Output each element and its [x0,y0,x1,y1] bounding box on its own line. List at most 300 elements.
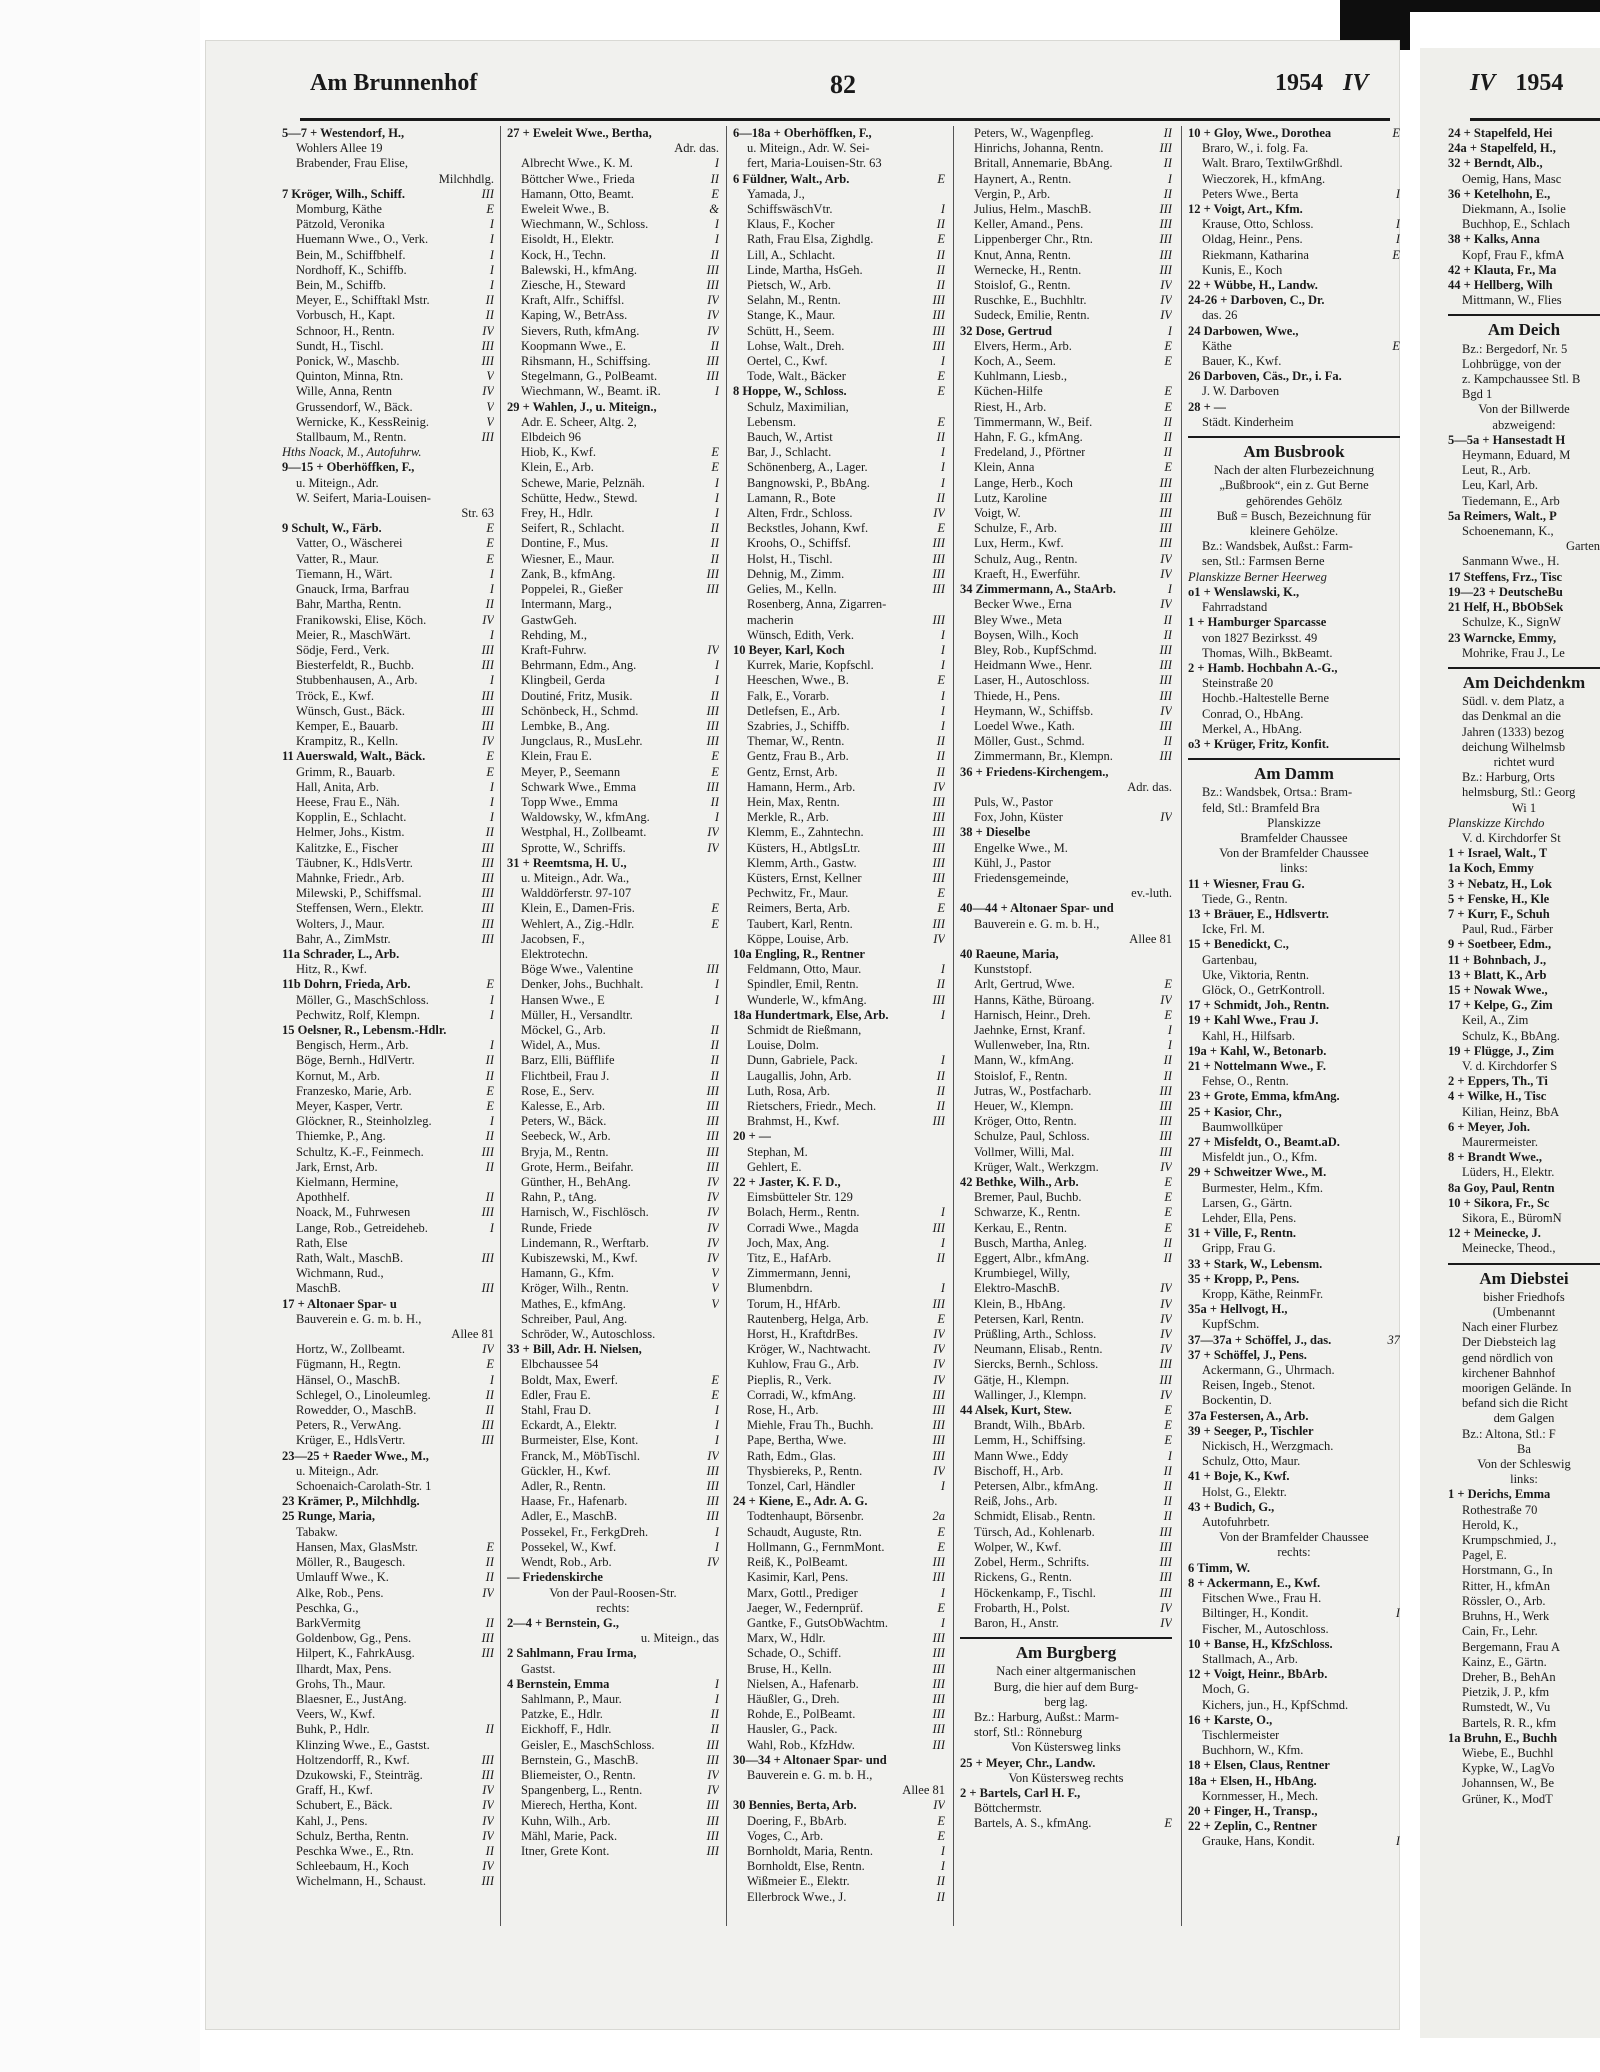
entry-text: Larsen, G., Gärtn. [1202,1195,1293,1210]
entry-text: Leut, R., Arb. [1462,463,1531,478]
entry-text: Pätzold, Veronika [296,217,385,232]
entry-text: Buß = Busch, Bezeichnung für [1216,508,1372,523]
floor-marker: E [937,369,945,384]
floor-marker: I [714,384,719,399]
entry-text: Heymann, W., Schiffsb. [974,703,1094,718]
directory-entry [960,1342,1172,1357]
directory-entry [507,491,719,506]
directory-entry [507,1327,719,1342]
directory-entry [507,977,719,992]
entry-text: Tröck, E., Kwf. [296,688,375,703]
entry-text: Feldmann, Otto, Maur. [747,962,862,977]
entry-text: Von der Schleswig [1477,1457,1571,1472]
entry-text: Nielsen, A., Hafenarb. [747,1676,859,1691]
entry-text: Kahl, J., Pens. [296,1813,368,1828]
directory-entry [960,1114,1172,1129]
entry-text: Franzesko, Marie, Arb. [296,1083,412,1098]
floor-marker: III [932,1418,945,1433]
entry-text: 30—34 + Altonaer Spar- und [733,1752,887,1767]
directory-entry [1448,892,1600,907]
floor-marker: III [932,536,945,551]
floor-marker: I [714,1403,719,1418]
floor-marker: E [937,414,945,429]
floor-marker: III [1159,642,1172,657]
directory-entry [1188,1485,1400,1500]
entry-text: Adr. E. Scheer, Altg. 2, [521,414,637,429]
directory-entry [733,1570,945,1585]
directory-entry [733,1555,945,1570]
directory-entry [960,1084,1172,1099]
floor-marker: II [936,977,945,992]
entry-text: Böttchermstr. [974,1801,1042,1816]
floor-marker: I [489,1114,494,1129]
entry-text: Burg, die hier auf dem Burg- [993,1679,1139,1694]
entry-text: Bartels, A. S., kfmAng. [974,1816,1092,1831]
entry-text: 10 + Sikora, Fr., Sc [1448,1195,1550,1210]
directory-entry [282,856,494,871]
directory-entry [1448,1792,1600,1807]
floor-marker: II [485,597,494,612]
floor-marker: IV [1160,1387,1172,1402]
entry-text: Ilhardt, Max, Pens. [296,1661,392,1676]
entry-text: Keller, Amand., Pens. [974,217,1084,232]
entry-text: Wiechmann, W., Beamt. iR. [521,384,661,399]
entry-text: 6 Füldner, Walt., Arb. [733,171,850,186]
directory-entry [733,917,945,932]
floor-marker: I [1395,1606,1400,1621]
entry-text: Laugallis, John, Arb. [747,1068,852,1083]
entry-text: Adler, R., Rentn. [521,1479,606,1494]
directory-entry [1188,1834,1400,1849]
directory-entry [507,825,719,840]
entry-text: Gätje, H., Klempn. [974,1372,1070,1387]
directory-entry [1448,1624,1600,1639]
entry-text: Misfeldt jun., O., Kfm. [1202,1150,1318,1165]
directory-entry [733,1738,945,1753]
floor-marker: V [711,1266,719,1281]
entry-text: Käthe [1202,338,1232,353]
directory-entry [1188,1515,1400,1530]
entry-text: fert, Maria-Louisen-Str. 63 [747,156,882,171]
directory-entry [1448,861,1600,876]
entry-text: Stahl, Frau D. [521,1403,592,1418]
directory-entry [960,704,1172,719]
directory-entry [507,947,719,962]
entry-text: Torum, H., HfArb. [747,1296,841,1311]
directory-entry [282,1449,494,1464]
directory-entry [507,993,719,1008]
entry-text: Wendt, Rob., Arb. [521,1555,612,1570]
entry-text: Allee 81 [902,1783,945,1798]
entry-text: 5—5a + Hansestadt H [1448,432,1566,447]
entry-text: Kuhlow, Frau G., Arb. [747,1357,860,1372]
directory-entry [1448,1181,1600,1196]
directory-entry [960,1190,1172,1205]
directory-entry [1448,725,1600,740]
floor-marker: E [937,1311,945,1326]
directory-entry [960,856,1172,871]
column-divider [1181,126,1182,1926]
directory-entry [1188,1226,1400,1241]
directory-entry [282,643,494,658]
floor-marker: IV [707,323,719,338]
floor-marker: I [940,642,945,657]
floor-marker: III [1159,1083,1172,1098]
entry-text: 2 + Hamb. Hochbahn A.-G., [1188,660,1338,675]
entry-text: Von Küstersweg rechts [1008,1770,1124,1785]
entry-text: Westphal, H., Zollbeamt. [521,825,647,840]
entry-text: Merkle, R., Arb. [747,810,829,825]
floor-marker: II [485,825,494,840]
directory-entry [733,445,945,460]
directory-entry [733,1601,945,1616]
directory-entry [282,1677,494,1692]
entry-text: Detlefsen, E., Arb. [747,703,841,718]
floor-marker: III [932,870,945,885]
floor-marker: I [714,475,719,490]
floor-marker: E [711,445,719,460]
directory-entry [960,445,1172,460]
directory-entry [1188,1758,1400,1773]
directory-entry [1448,463,1600,478]
directory-entry [1188,415,1400,430]
entry-text: Spindler, Emil, Rentn. [747,977,859,992]
entry-text: 24 + Kiene, E., Adr. A. G. [733,1494,868,1509]
entry-text: 21 Helf, H., BbObSek [1448,600,1564,615]
entry-text: Möller, R., Baugesch. [296,1555,406,1570]
directory-entry [1188,1728,1400,1743]
directory-entry [960,293,1172,308]
directory-entry [733,1038,945,1053]
entry-text: Fischer, M., Autoschloss. [1202,1621,1329,1636]
directory-entry [1448,615,1600,630]
directory-entry [733,719,945,734]
entry-text: Schütte, Hedw., Stewd. [521,490,638,505]
directory-entry [507,1844,719,1859]
directory-entry [1188,539,1400,554]
directory-entry [282,339,494,354]
entry-text: Burmester, Helm., Kfm. [1202,1180,1324,1195]
directory-entry [733,1677,945,1692]
entry-text: Thysbiereks, P., Rentn. [747,1463,863,1478]
entry-text: GastwGeh. [521,612,577,627]
floor-marker: III [1159,262,1172,277]
directory-entry [1448,816,1600,831]
directory-entry [507,871,719,886]
directory-entry [282,1099,494,1114]
directory-entry [507,354,719,369]
entry-text: Nach einer altgermanischen [996,1664,1136,1679]
floor-marker: I [1395,217,1400,232]
directory-entry [960,1740,1172,1755]
entry-text: Kainz, E., Gärtn. [1462,1654,1547,1669]
directory-entry [1448,1761,1600,1776]
entry-text: Lippenberger Chr., Rtn. [974,232,1093,247]
directory-entry [1188,478,1400,493]
directory-entry [1448,1746,1600,1761]
directory-entry [507,369,719,384]
entry-text: Hein, Max, Rentn. [747,794,840,809]
entry-text: Edler, Frau E. [521,1387,591,1402]
entry-text: Wichmann, Rud., [296,1266,384,1281]
directory-entry [1448,1165,1600,1180]
floor-marker: I [489,232,494,247]
entry-text: Zobel, Herm., Schrifts. [974,1555,1090,1570]
directory-entry [1188,308,1400,323]
street-heading: Am Deich [1448,314,1600,337]
entry-text: Kerkau, E., Rentn. [974,1220,1068,1235]
directory-entry [960,719,1172,734]
entry-text: Diekmann, A., Isolie [1462,202,1566,217]
directory-entry [1448,570,1600,585]
entry-text: Wernecke, H., Rentn. [974,262,1082,277]
directory-entry [733,1236,945,1251]
entry-text: Bartels, R. R., kfm [1462,1715,1557,1730]
floor-marker: II [710,794,719,809]
entry-text: 30 Bennies, Berta, Arb. [733,1798,857,1813]
directory-entry [733,1783,945,1798]
entry-text: Sudeck, Emilie, Rentn. [974,308,1090,323]
directory-entry [1448,1105,1600,1120]
entry-text: Stoislof, F., Rentn. [974,1068,1068,1083]
directory-entry [282,658,494,673]
entry-text: 9—15 + Oberhöffken, F., [282,460,415,475]
entry-text: V. d. Kirchdorfer S [1462,1058,1558,1073]
directory-entry [733,841,945,856]
entry-text: 8a Goy, Paul, Rentn [1448,1180,1555,1195]
directory-entry [1448,1472,1600,1487]
directory-entry [1188,661,1400,676]
entry-text: Lutz, Karoline [974,490,1047,505]
entry-text: 15 + Nowak Wwe., [1448,982,1548,997]
entry-text: Reisen, Ingeb., Stenot. [1202,1378,1316,1393]
floor-marker: II [1163,1494,1172,1509]
entry-text: 35 + Kropp, P., Pens. [1188,1271,1300,1286]
directory-entry [1448,831,1600,846]
entry-text: 37a Festersen, A., Arb. [1188,1408,1309,1423]
entry-text: 42 Bethke, Wilh., Arb. [960,1175,1079,1190]
entry-text: Britall, Annemarie, BbAng. [974,156,1113,171]
floor-marker: IV [482,1585,494,1600]
directory-entry [282,1555,494,1570]
floor-marker: III [1159,232,1172,247]
floor-marker: E [711,916,719,931]
directory-entry [507,1814,719,1829]
header-rule [300,118,1390,121]
floor-marker: E [1392,247,1400,262]
entry-text: Klemm, Arth., Gastw. [747,855,857,870]
entry-text: kirchener Bahnhof [1462,1365,1556,1380]
entry-text: Klein, B., HbAng. [974,1296,1066,1311]
floor-marker: E [937,886,945,901]
directory-entry [733,1327,945,1342]
entry-text: 38 + Dieselbe [960,825,1031,840]
floor-marker: IV [1160,1281,1172,1296]
directory-entry [1448,1059,1600,1074]
entry-text: Kunis, E., Koch [1202,262,1283,277]
directory-entry [1188,1606,1400,1621]
entry-text: Kahl, H., Hilfsarb. [1202,1028,1296,1043]
floor-marker: I [714,156,719,171]
directory-entry [1188,907,1400,922]
entry-text: Keil, A., Zim [1462,1013,1529,1028]
directory-entry [282,172,494,187]
entry-text: Sahlmann, P., Maur. [521,1691,622,1706]
directory-entry [960,1680,1172,1695]
directory-entry [960,1069,1172,1084]
entry-text: Ponick, W., Maschb. [296,354,400,369]
entry-text: Busch, Martha, Anleg. [974,1235,1087,1250]
floor-marker: III [481,886,494,901]
entry-text: Braro, W., i. folg. Fa. [1202,141,1309,156]
directory-entry [507,1373,719,1388]
floor-marker: E [937,1600,945,1615]
directory-entry [1188,831,1400,846]
directory-entry [1188,1424,1400,1439]
entry-text: Lill, A., Schlacht. [747,247,836,262]
floor-marker: IV [1160,1342,1172,1357]
floor-marker: IV [482,1798,494,1813]
entry-text: Eweleit Wwe., B. [521,202,610,217]
entry-text: Herold, K., [1462,1517,1519,1532]
entry-text: 22 + Jaster, K. F. D., [733,1175,841,1190]
directory-entry [507,1783,719,1798]
directory-entry [733,795,945,810]
floor-marker: I [940,1281,945,1296]
entry-text: Schmidt, Elisab., Rentn. [974,1509,1096,1524]
entry-text: Possekel, W., Kwf. [521,1539,617,1554]
entry-text: sen, Stl.: Farmsen Berne [1202,554,1325,569]
directory-entry [507,719,719,734]
entry-text: Kuhn, Wilh., Arb. [521,1813,611,1828]
entry-text: Ba [1517,1441,1531,1456]
entry-text: Müller, H., Versandltr. [521,1007,633,1022]
directory-entry [1448,1290,1600,1305]
directory-entry [1188,953,1400,968]
directory-entry [1188,816,1400,831]
entry-text: Rohde, E., PolBeamt. [747,1707,856,1722]
directory-entry [960,825,1172,840]
directory-entry [733,1023,945,1038]
directory-entry [282,886,494,901]
entry-text: Tonzel, Carl, Händler [747,1479,856,1494]
floor-marker: II [1163,1053,1172,1068]
directory-entry [507,278,719,293]
directory-entry [1448,1411,1600,1426]
directory-entry [507,1388,719,1403]
floor-marker: I [714,217,719,232]
floor-marker: E [1164,1007,1172,1022]
floor-marker: III [706,354,719,369]
entry-text: 22 + Wübbe, H., Landw. [1188,278,1318,293]
floor-marker: II [1163,430,1172,445]
directory-entry [1448,156,1600,171]
directory-entry [282,1844,494,1859]
entry-text: Küsters, H., AbtlgsLtr. [747,840,861,855]
entry-text: 5—7 + Westendorf, H., [282,126,405,140]
directory-entry [733,1509,945,1524]
entry-text: Buchhorn, W., Kfm. [1202,1743,1304,1758]
directory-entry [733,1053,945,1068]
directory-entry [960,536,1172,551]
directory-entry [1448,600,1600,615]
entry-text: Bauverein e. G. m. b. H., [747,1767,873,1782]
entry-text: Koch, A., Seem. [974,354,1056,369]
entry-text: Bz.: Wandsbek, Ortsa.: Bram- [1202,785,1353,800]
directory-entry [960,278,1172,293]
directory-entry [282,1281,494,1296]
year-label: 1954 [1275,70,1323,96]
entry-text: Petersen, Karl, Rentn. [974,1311,1085,1326]
entry-text: 28 + — [1188,399,1227,414]
entry-text: Goldenbow, Gg., Pens. [296,1631,412,1646]
entry-text: Yamada, J., [747,186,805,201]
entry-text: Bruhns, H., Werk [1462,1609,1550,1624]
directory-entry [733,1160,945,1175]
directory-entry [733,263,945,278]
floor-marker: IV [707,308,719,323]
entry-text: Von Küstersweg links [1011,1740,1121,1755]
directory-entry [1188,600,1400,615]
entry-text: Grussendorf, W., Bäck. [296,399,413,414]
floor-marker: III [481,1752,494,1767]
entry-text: Allee 81 [451,1327,494,1342]
directory-entry [282,977,494,992]
entry-text: 6 + Meyer, Joh. [1448,1119,1530,1134]
entry-text: links: [1510,1472,1538,1487]
entry-text: 17 + Schmidt, Joh., Rentn. [1188,998,1330,1013]
floor-marker: IV [707,1448,719,1463]
floor-marker: III [706,1798,719,1813]
directory-entry [282,1205,494,1220]
directory-entry [733,1084,945,1099]
directory-entry [507,1646,719,1661]
entry-text: Merkel, A., HbAng. [1202,721,1302,736]
floor-marker: IV [707,840,719,855]
entry-text: 9 + Soetbeer, Edm., [1448,937,1552,952]
floor-marker: III [706,1813,719,1828]
directory-entry [960,1756,1172,1771]
floor-marker: II [1163,627,1172,642]
directory-entry [282,825,494,840]
entry-text: Ziesche, H., Steward [521,278,626,293]
floor-marker: I [714,1433,719,1448]
entry-text: links: [1280,861,1308,876]
floor-marker: III [481,354,494,369]
entry-text: 13 + Bräuer, E., Hdlsvertr. [1188,906,1329,921]
directory-entry [733,689,945,704]
entry-text: berg lag. [1044,1694,1088,1709]
entry-text: Taubert, Karl, Rentn. [747,916,853,931]
directory-entry [507,795,719,810]
entry-text: Schultz, K.-F., Feinmech. [296,1144,424,1159]
directory-entry [1188,1196,1400,1211]
directory-entry [507,1677,719,1692]
directory-entry [282,506,494,521]
entry-text: Nach einer Flurbez [1462,1320,1558,1335]
floor-marker: E [486,977,494,992]
directory-entry [960,1586,1172,1601]
entry-text: 19 + Kahl Wwe., Frau J. [1188,1013,1319,1028]
entry-text: Eickhoff, F., Hdlr. [521,1722,612,1737]
entry-text: Vollmer, Willi, Mal. [974,1144,1075,1159]
entry-text: Fox, John, Küster [974,810,1063,825]
floor-marker: II [1163,1251,1172,1266]
entry-text: Von der Billwerde [1478,402,1570,417]
directory-entry [733,977,945,992]
entry-text: Schoenemann, K., [1462,524,1554,539]
floor-marker: III [932,855,945,870]
